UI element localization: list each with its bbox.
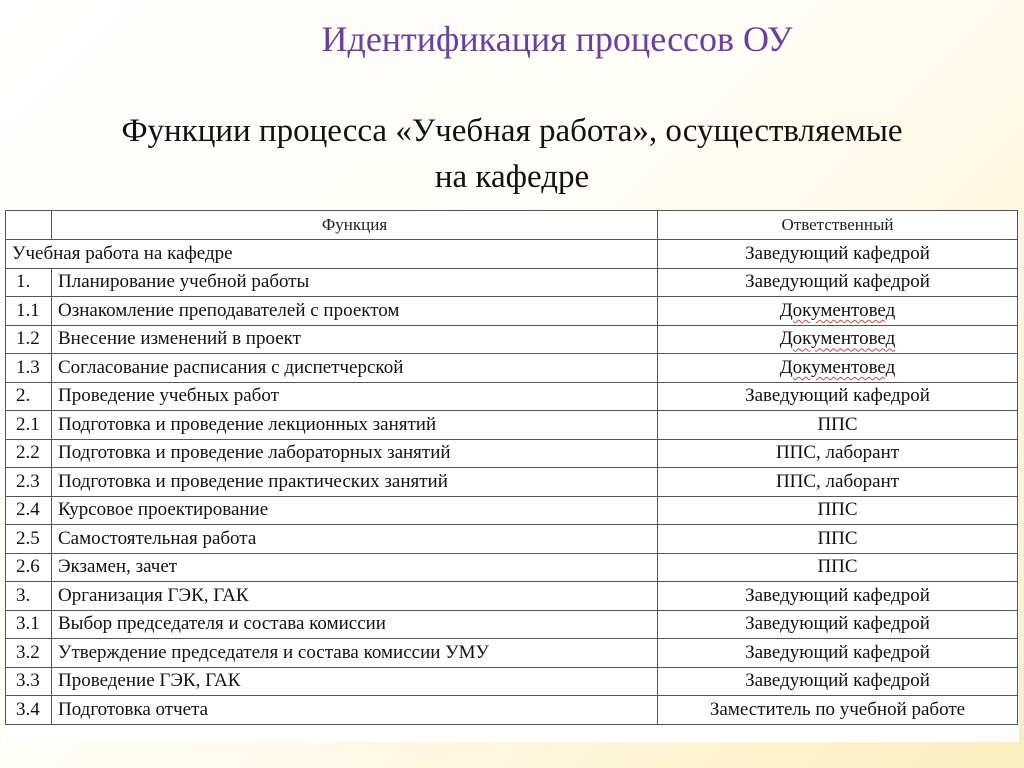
table-body: [6, 240, 1018, 725]
table-row: [6, 639, 1018, 668]
row-number: 1.: [6, 268, 52, 297]
row-function: Курсовое проектирование: [52, 496, 658, 525]
row-number: 2.6: [6, 553, 52, 582]
row-number: 2.1: [6, 411, 52, 440]
row-number: 2.3: [6, 468, 52, 497]
row-function: Подготовка и проведение лекционных занятий: [52, 411, 658, 440]
row-responsible: ППС: [658, 553, 1018, 582]
spellcheck-underlined-text: Документовед: [779, 356, 896, 378]
spellcheck-underlined-text: Документовед: [779, 328, 896, 350]
table-row: [6, 382, 1018, 411]
row-function: Подготовка отчета: [52, 696, 658, 725]
row-function: Самостоятельная работа: [52, 525, 658, 554]
row-function: Экзамен, зачет: [52, 553, 658, 582]
functions-table: [5, 210, 1018, 725]
row-responsible: Заведующий кафедрой: [658, 268, 1018, 297]
table-row: [6, 525, 1018, 554]
row-responsible: Заведующий кафедрой: [658, 639, 1018, 668]
row-number: 2.5: [6, 525, 52, 554]
row-function: Проведение учебных работ: [52, 382, 658, 411]
row-responsible: ППС: [658, 525, 1018, 554]
row-number: 3.: [6, 582, 52, 611]
row-responsible: Заместитель по учебной работе: [658, 696, 1018, 725]
table-row: [6, 496, 1018, 525]
row-responsible: ППС: [658, 411, 1018, 440]
row-number: 3.4: [6, 696, 52, 725]
row-responsible: ППС: [658, 496, 1018, 525]
table-row: [6, 240, 1018, 269]
row-function: Внесение изменений в проект: [52, 325, 658, 354]
table-row: [6, 667, 1018, 696]
table-row: [6, 297, 1018, 326]
row-number: 2.4: [6, 496, 52, 525]
row-number: 3.3: [6, 667, 52, 696]
row-function: Планирование учебной работы: [52, 268, 658, 297]
row-number: 2.2: [6, 439, 52, 468]
row-responsible: Заведующий кафедрой: [658, 610, 1018, 639]
row-function: Утверждение председателя и состава комиссии УМУ: [52, 639, 658, 668]
row-function: Учебная работа на кафедре: [6, 240, 658, 269]
row-number: 3.1: [6, 610, 52, 639]
row-function: Выбор председателя и состава комиссии: [52, 610, 658, 639]
row-responsible: Заведующий кафедрой: [658, 382, 1018, 411]
row-responsible: Заведующий кафедрой: [658, 667, 1018, 696]
table-row: [6, 610, 1018, 639]
row-number: 2.: [6, 382, 52, 411]
table-row: [6, 268, 1018, 297]
row-responsible: [658, 354, 1018, 383]
row-function: Организация ГЭК, ГАК: [52, 582, 658, 611]
row-responsible: ППС, лаборант: [658, 439, 1018, 468]
row-responsible: ППС, лаборант: [658, 468, 1018, 497]
table-row: [6, 582, 1018, 611]
spellcheck-underlined-text: Документовед: [779, 299, 896, 321]
row-number: 3.2: [6, 639, 52, 668]
header-function: Функция: [52, 211, 658, 240]
row-responsible: Заведующий кафедрой: [658, 582, 1018, 611]
header-number: [6, 211, 52, 240]
table-row: [6, 553, 1018, 582]
subtitle-line-1: Функции процесса «Учебная работа», осуществляемые: [121, 113, 903, 149]
slide-title: Идентификация процессов ОУ: [321, 19, 793, 59]
row-number: 1.3: [6, 354, 52, 383]
table-row: [6, 696, 1018, 725]
header-responsible: Ответственный: [658, 211, 1018, 240]
table-row: [6, 411, 1018, 440]
functions-table-container: [5, 210, 1019, 742]
row-function: Подготовка и проведение практических занятий: [52, 468, 658, 497]
subtitle-line-2: на кафедре: [434, 159, 590, 195]
row-function: Ознакомление преподавателей с проектом: [52, 297, 658, 326]
table-row: [6, 354, 1018, 383]
row-function: Подготовка и проведение лабораторных занятий: [52, 439, 658, 468]
table-row: [6, 468, 1018, 497]
row-number: 1.2: [6, 325, 52, 354]
slide-subtitle: [0, 108, 1024, 200]
row-function: Проведение ГЭК, ГАК: [52, 667, 658, 696]
row-number: 1.1: [6, 297, 52, 326]
row-responsible: [658, 297, 1018, 326]
table-row: [6, 325, 1018, 354]
row-function: Согласование расписания с диспетчерской: [52, 354, 658, 383]
row-responsible: Заведующий кафедрой: [658, 240, 1018, 269]
table-header-row: [6, 211, 1018, 240]
row-responsible: [658, 325, 1018, 354]
table-row: [6, 439, 1018, 468]
